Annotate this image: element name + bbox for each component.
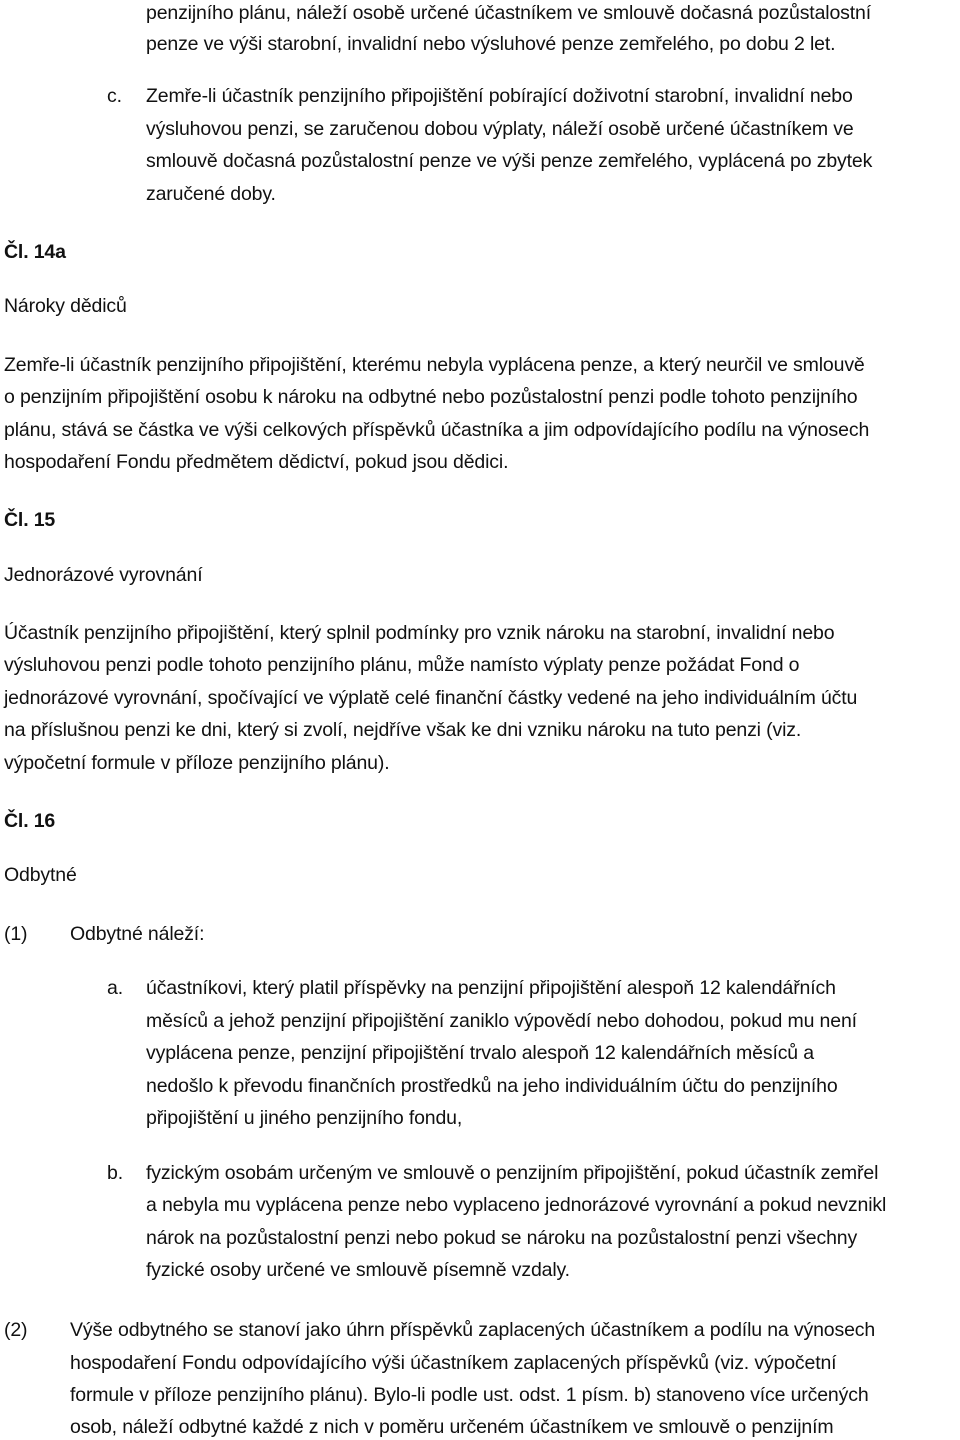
fragment-line: penzijního plánu, náleží osobě určené účastníkem ve smlouvě dočasná pozůstalostní	[146, 2, 871, 24]
list-marker: b.	[107, 1162, 123, 1184]
list-item-line: výsluhovou penzi, se zaručenou dobou výplaty, náleží osobě určené účastníkem ve	[146, 118, 854, 140]
list-item-line: fyzické osoby určené ve smlouvě písemně vzdaly.	[146, 1259, 570, 1281]
article-heading: Čl. 15	[4, 509, 56, 531]
article-heading: Čl. 14a	[4, 241, 66, 263]
paragraph-line: hospodaření Fondu předmětem dědictví, pokud jsou dědici.	[4, 451, 509, 473]
paragraph-line: plánu, stává se částka ve výši celkových příspěvků účastníka a jim odpovídajícího podílu na výnosech	[4, 419, 870, 441]
article-title: Jednorázové vyrovnání	[4, 564, 203, 586]
list-item-line: Zemře-li účastník penzijního připojištění pobírající doživotní starobní, invalidní nebo	[146, 85, 853, 107]
paragraph-number: (2)	[4, 1319, 28, 1341]
list-item-line: a nebyla mu vyplácena penze nebo vyplaceno jednorázové vyrovnání a pokud nevznikl	[146, 1194, 887, 1216]
paragraph-line: jednorázové vyrovnání, spočívající ve výplatě celé finanční částky vedené na jeho individuálním účtu	[4, 687, 858, 709]
paragraph-line: osob, náleží odbytné každé z nich v poměru určeném účastníkem ve smlouvě o penzijním	[70, 1416, 834, 1438]
list-item-line: nárok na pozůstalostní penzi nebo pokud se nároku na pozůstalostní penzi všechny	[146, 1227, 858, 1249]
list-item-line: účastníkovi, který platil příspěvky na penzijní připojištění alespoň 12 kalendářních	[146, 977, 836, 999]
paragraph-line: Účastník penzijního připojištění, který splnil podmínky pro vznik nároku na starobní, invalidní nebo	[4, 622, 835, 644]
list-item-line: nedošlo k převodu finančních prostředků na jeho individuálním účtu do penzijního	[146, 1075, 838, 1097]
paragraph-line: výpočetní formule v příloze penzijního plánu).	[4, 752, 390, 774]
paragraph-number: (1)	[4, 923, 28, 945]
paragraph-line: na příslušnou penzi ke dni, který si zvolí, nejdříve však ke dni vzniku nároku na tuto penzi (viz.	[4, 719, 802, 741]
paragraph-line: formule v příloze penzijního plánu). Bylo-li podle ust. odst. 1 písm. b) stanoveno více určených	[70, 1384, 869, 1406]
paragraph-line: výsluhovou penzi podle tohoto penzijního plánu, může namísto výplaty penze požádat Fond o	[4, 654, 800, 676]
article-heading: Čl. 16	[4, 810, 56, 832]
fragment-line: penze ve výši starobní, invalidní nebo výsluhové penze zemřelého, po dobu 2 let.	[146, 33, 836, 55]
paragraph-line: Zemře-li účastník penzijního připojištění, kterému nebyla vyplácena penze, a který neurčil ve smlouvě	[4, 354, 865, 376]
list-item-line: smlouvě dočasná pozůstalostní penze ve výši penze zemřelého, vyplácená po zbytek	[146, 150, 873, 172]
paragraph-line: Výše odbytného se stanoví jako úhrn příspěvků zaplacených účastníkem a podílu na výnosech	[70, 1319, 876, 1341]
list-marker: a.	[107, 977, 123, 999]
paragraph-line: o penzijním připojištění osobu k nároku na odbytné nebo pozůstalostní penzi podle tohoto penzijního	[4, 386, 858, 408]
list-item-line: fyzickým osobám určeným ve smlouvě o penzijním připojištění, pokud účastník zemřel	[146, 1162, 879, 1184]
article-title: Odbytné	[4, 864, 77, 886]
article-title: Nároky dědiců	[4, 295, 127, 317]
list-item-line: připojištění u jiného penzijního fondu,	[146, 1107, 463, 1129]
paragraph-line: hospodaření Fondu odpovídajícího výši účastníkem zaplacených příspěvků (viz. výpočetní	[70, 1352, 837, 1374]
list-marker: c.	[107, 85, 122, 107]
paragraph-line: Odbytné náleží:	[70, 923, 205, 945]
list-item-line: měsíců a jehož penzijní připojištění zaniklo výpovědí nebo dohodou, pokud mu není	[146, 1010, 857, 1032]
list-item-line: zaručené doby.	[146, 183, 276, 205]
list-item-line: vyplácena penze, penzijní připojištění trvalo alespoň 12 kalendářních měsíců a	[146, 1042, 814, 1064]
